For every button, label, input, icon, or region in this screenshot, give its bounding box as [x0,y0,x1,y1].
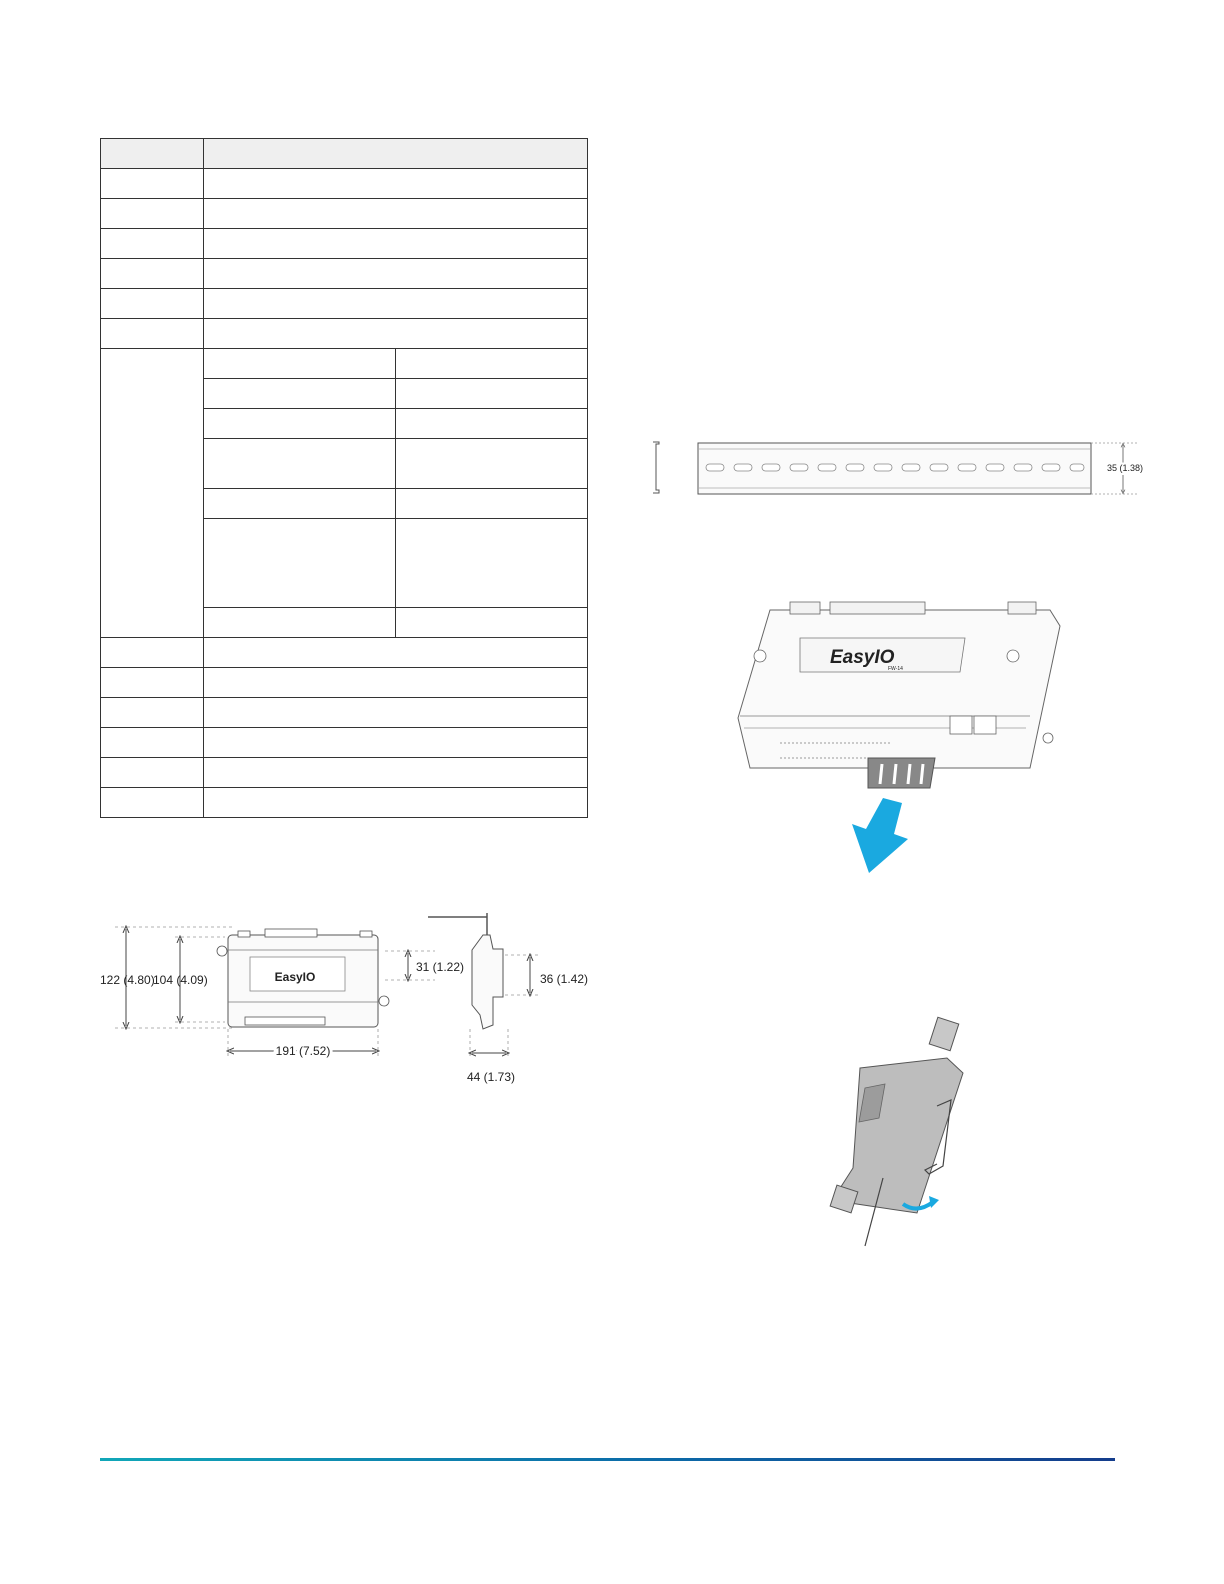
table-cell [101,289,204,319]
table-cell [204,379,396,409]
table-cell [101,259,204,289]
table-row [101,728,588,758]
table-row [101,259,588,289]
table-row [101,758,588,788]
width-label: 191 (7.52) [275,1044,331,1058]
table-cell [101,788,204,818]
table-header-cell [101,139,204,169]
table-cell [396,439,588,489]
table-header-row [101,139,588,169]
front-view-logo: EasyIO [274,970,316,984]
removal-model-label: FW-14 [888,666,903,672]
pull-down-arrow-icon [852,798,908,873]
height-total-label: 122 (4.80) [100,973,155,987]
table-row [101,319,588,349]
rail-height-label: 35 (1.38) [1107,463,1144,473]
table-row [101,169,588,199]
table-cell [204,638,588,668]
table-cell [101,728,204,758]
table-cell [204,319,588,349]
table-row [101,199,588,229]
table-cell [204,409,396,439]
controller-isometric [738,602,1060,768]
table-cell [396,608,588,638]
table-row [101,289,588,319]
table-cell [101,349,204,638]
table-row [101,229,588,259]
table-cell [101,229,204,259]
table-cell [204,519,396,608]
table-cell [204,229,588,259]
din-rail-profile [653,442,659,493]
din-rail-front-view [698,443,1091,494]
height-body-label: 104 (4.09) [153,973,208,987]
table-cell [396,379,588,409]
table-cell [204,349,396,379]
table-row [101,788,588,818]
din-mount-figure [825,1018,985,1248]
table-cell [204,489,396,519]
table-cell [204,728,588,758]
top-offset-label: 31 (1.22) [416,960,465,974]
table-cell [204,169,588,199]
table-cell [204,289,588,319]
table-cell [204,668,588,698]
specifications-table [100,138,588,818]
table-cell [101,668,204,698]
table-row [101,698,588,728]
depth-label: 44 (1.73) [466,1070,516,1084]
controller-removal-figure [730,598,1070,878]
table-cell [204,199,588,229]
table-cell [101,199,204,229]
table-cell [204,259,588,289]
table-row [101,638,588,668]
controller-front-view [217,929,389,1027]
table-cell [396,519,588,608]
table-cell [204,698,588,728]
table-cell [101,169,204,199]
table-cell [396,349,588,379]
table-cell [396,409,588,439]
table-cell [204,788,588,818]
table-cell [204,439,396,489]
table-cell [204,758,588,788]
rotate-arrow-head-icon [929,1196,939,1208]
table-row [101,349,588,379]
side-offset-label: 36 (1.42) [540,972,589,986]
dimensions-figure [95,905,605,1095]
table-row [101,668,588,698]
table-cell [204,608,396,638]
release-tab [868,758,935,788]
removal-logo: EasyIO [830,647,895,668]
table-cell [101,758,204,788]
footer-divider [100,1458,1115,1461]
table-cell [101,638,204,668]
table-cell [396,489,588,519]
table-cell [101,698,204,728]
table-header-cell [204,139,588,169]
controller-side-profile [830,1017,963,1213]
table-cell [101,319,204,349]
din-rail-figure [645,435,1145,505]
